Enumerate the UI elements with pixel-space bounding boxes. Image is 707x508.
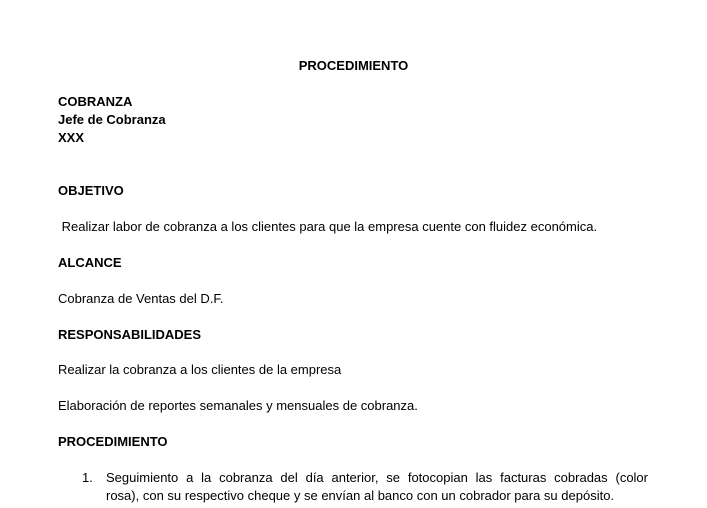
section-text-objetivo: Realizar labor de cobranza a los clientes para que la empresa cuente con fluidez económica. bbox=[58, 219, 598, 234]
header-role: Jefe de Cobranza bbox=[58, 112, 166, 127]
section-heading-responsabilidades: RESPONSABILIDADES bbox=[58, 327, 202, 342]
section-heading-procedimiento: PROCEDIMIENTO bbox=[58, 434, 168, 449]
header-code: XXX bbox=[58, 130, 85, 145]
section-heading-alcance: ALCANCE bbox=[58, 255, 122, 270]
procedure-step-number: 1. bbox=[82, 470, 93, 485]
section-heading-objetivo: OBJETIVO bbox=[58, 183, 124, 198]
procedure-step-text bbox=[106, 469, 648, 505]
responsabilidad-item: Realizar la cobranza a los clientes de la empresa bbox=[58, 362, 342, 377]
section-text-alcance: Cobranza de Ventas del D.F. bbox=[58, 291, 224, 306]
procedure-step-line: rosa), con su respectivo cheque y se envían al banco con un cobrador para su depósito. bbox=[106, 488, 615, 503]
document-title: PROCEDIMIENTO bbox=[298, 58, 409, 73]
procedure-step-line: Seguimiento a la cobranza del día anterior, se fotocopian las facturas cobradas (color bbox=[106, 470, 648, 485]
header-area: COBRANZA bbox=[58, 94, 133, 109]
responsabilidad-item: Elaboración de reportes semanales y mensuales de cobranza. bbox=[58, 398, 418, 413]
